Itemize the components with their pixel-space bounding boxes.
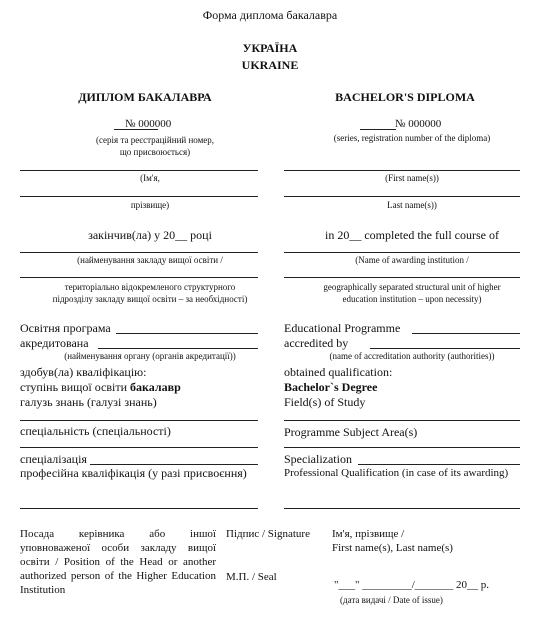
left-programme-line	[116, 333, 258, 334]
right-obtained-label: obtained qualification:	[284, 365, 393, 379]
left-field-line	[20, 420, 258, 421]
left-unit-hint-1: територіально відокремленого структурного	[64, 282, 236, 292]
right-unit-hint-2: education institution – upon necessity)	[342, 294, 482, 304]
left-number: № 000000	[125, 118, 172, 130]
left-surname-line	[20, 196, 258, 197]
left-degree-value: бакалавр	[130, 380, 181, 394]
right-programme-line	[412, 333, 520, 334]
left-specialization-line	[90, 464, 258, 465]
right-completed: in 20__ completed the full course of	[325, 228, 499, 242]
left-programme-label: Освітня програма	[20, 321, 111, 335]
right-unit-line	[284, 277, 520, 278]
right-professional-line	[284, 508, 520, 509]
right-accredited-label: accredited by	[284, 336, 349, 350]
left-obtained-label: здобув(ла) кваліфікацію:	[20, 365, 147, 379]
left-degree-prefix: ступінь вищої освіти	[20, 380, 131, 394]
left-surname-hint: прізвище)	[130, 200, 170, 210]
right-number-hint: (series, registration number of the diploma)	[333, 133, 491, 143]
left-title: ДИПЛОМ БАКАЛАВРА	[78, 90, 212, 104]
left-accredited-line	[98, 348, 258, 349]
left-specialty-label: спеціальність (спеціальності)	[20, 424, 171, 438]
left-degree	[20, 381, 181, 393]
right-field-line	[284, 420, 520, 421]
left-first-name-hint: (Ім'я,	[140, 173, 160, 183]
right-area-line	[284, 447, 520, 448]
name-label-ua: Ім'я, прізвище /	[332, 528, 405, 540]
left-institution-line	[20, 252, 258, 253]
right-degree-value: Bachelor`s Degree	[284, 380, 378, 394]
left-accredited-label: акредитована	[20, 336, 89, 350]
head-position: Посада керівника або іншої уповноваженої особи закладу вищої освіти / Position of the Head or another authorized person of the Higher Education Institution	[20, 528, 216, 596]
right-number: № 000000	[395, 118, 442, 130]
left-professional-label: професійна кваліфікація (у разі присвоєння)	[20, 466, 247, 480]
right-accreditation-hint: (name of accreditation authority (authorities))	[329, 351, 495, 361]
signature-label: Підпис / Signature	[226, 528, 310, 540]
left-accreditation-hint: (найменування органу (органів акредитації))	[64, 351, 236, 361]
right-last-name-hint: Last name(s))	[387, 200, 437, 210]
right-area-label: Programme Subject Area(s)	[284, 425, 418, 439]
right-title: BACHELOR'S DIPLOMA	[335, 90, 475, 104]
seal-label: М.П. / Seal	[226, 571, 277, 583]
right-institution-line	[284, 252, 520, 253]
right-last-name-line	[284, 196, 520, 197]
right-series-line	[360, 129, 396, 130]
left-completed: закінчив(ла) у 20__ році	[88, 228, 212, 242]
left-institution-hint: (найменування закладу вищої освіти /	[77, 255, 223, 265]
left-number-hint-2: що присвоюється)	[119, 147, 191, 157]
country-ua: УКРАЇНА	[242, 41, 298, 55]
right-professional-label: Professional Qualification (in case of its awarding)	[284, 467, 509, 479]
form-title: Форма диплома бакалавра	[202, 8, 338, 22]
left-number-hint-1: (серія та реєстраційний номер,	[95, 135, 215, 145]
right-institution-hint: (Name of awarding institution /	[355, 255, 469, 265]
right-first-name-line	[284, 170, 520, 171]
left-unit-hint-2: підрозділу закладу вищої освіти – за необхідності)	[52, 294, 248, 304]
date-line: "___" _________/_______ 20__ р.	[334, 579, 490, 591]
name-label-en: First name(s), Last name(s)	[332, 542, 453, 554]
left-professional-line	[20, 508, 258, 509]
country-en: UKRAINE	[241, 58, 299, 72]
right-specialization-line	[358, 464, 520, 465]
left-first-name-line	[20, 170, 258, 171]
left-field-label: галузь знань (галузі знань)	[20, 395, 157, 409]
right-programme-label: Educational Programme	[284, 321, 401, 335]
date-hint: (дата видачі / Date of issue)	[340, 595, 443, 605]
right-field-label: Field(s) of Study	[284, 395, 366, 409]
right-specialization-label: Specialization	[284, 452, 352, 466]
left-specialization-label: спеціалізація	[20, 452, 87, 466]
right-accredited-line	[370, 348, 520, 349]
left-specialty-line	[20, 447, 258, 448]
right-first-name-hint: (First name(s))	[385, 173, 439, 183]
right-unit-hint-1: geographically separated structural unit of higher	[323, 282, 501, 292]
left-unit-line	[20, 277, 258, 278]
